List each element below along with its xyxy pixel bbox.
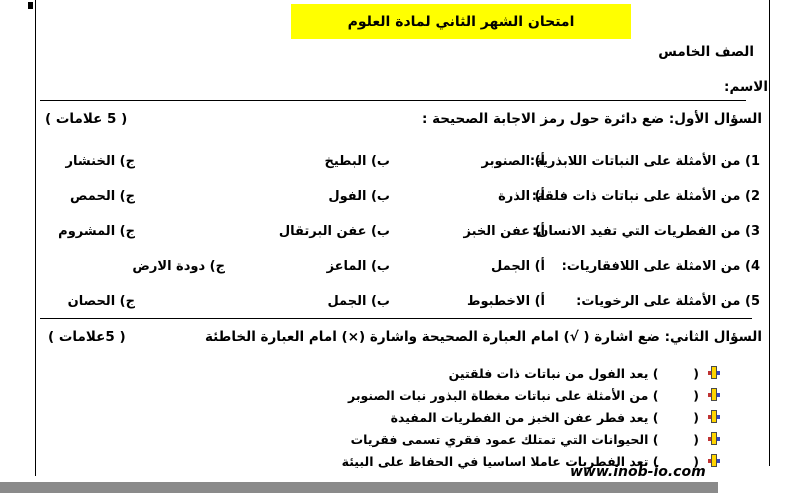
question-text: 1) من الأمثلة على النباتات اللابذرية: xyxy=(529,154,760,169)
section-divider xyxy=(40,318,752,319)
watermark: www.inob-io.com xyxy=(570,464,706,480)
question-text: 2) من الأمثلة على نباتات ذات فلقة: xyxy=(531,189,760,204)
option-b: ب) عفن البرتقال xyxy=(278,224,390,239)
corner-mark xyxy=(28,2,33,9)
question-text: 4) من الامثلة على اللافقاريات: xyxy=(561,259,760,274)
mcq-question-row-1 xyxy=(25,144,760,179)
page-border-right xyxy=(769,0,770,466)
statement-text: ( ) يعد الفول من نباتات ذات فلقتين xyxy=(448,365,699,381)
option-b: ب) البطيخ xyxy=(324,154,390,169)
section1-marks: ( 5 علامات ) xyxy=(45,111,128,127)
option-b: ب) الماعز xyxy=(326,259,390,274)
name-underline xyxy=(40,100,746,101)
statement-row-4 xyxy=(60,428,720,450)
section2-marks: ( 5علامات ) xyxy=(48,329,126,345)
mcq-question-row-4 xyxy=(25,249,760,284)
section2-heading: السؤال الثاني: ضع اشارة ( √) امام العبارة الصحيحة واشارة (×) امام العبارة الخاطئة xyxy=(204,329,762,345)
option-b: ب) الفول xyxy=(328,189,390,204)
statement-text: ( ) يعد فطر عفن الخبز من الفطريات المفيدة xyxy=(390,409,699,425)
statement-row-2 xyxy=(60,384,720,406)
arrow-bullet-icon xyxy=(708,410,720,424)
question-text: 3) من الفطريات التي تفيد الانسان: xyxy=(532,224,760,239)
mcq-question-row-5 xyxy=(25,284,760,319)
name-label: الاسم: xyxy=(724,79,768,95)
statement-text: ( ) تعد الفطريات عاملا اساسيا في الحفاظ على البيئة xyxy=(341,453,699,469)
arrow-bullet-icon xyxy=(708,388,720,402)
option-c: ج) دودة الارض xyxy=(132,259,225,274)
statement-row-3 xyxy=(60,406,720,428)
statement-row-1 xyxy=(60,362,720,384)
statement-list xyxy=(60,362,720,472)
option-b: ب) الجمل xyxy=(327,294,390,309)
question-text: 5) من الأمثلة على الرخويات: xyxy=(576,294,760,309)
arrow-bullet-icon xyxy=(708,432,720,446)
option-c: ج) الحصان xyxy=(67,294,135,309)
page-bottom-edge xyxy=(0,482,718,493)
section1-heading: السؤال الأول: ضع دائرة حول رمز الاجابة الصحيحة : xyxy=(421,111,762,127)
statement-text: ( ) من الأمثلة على نباتات مغطاة البذور نبات الصنوبر xyxy=(348,387,699,403)
option-a: أ) الصنوبر xyxy=(481,154,545,169)
mcq-question-row-2 xyxy=(25,179,760,214)
statement-text: ( ) الحيوانات التي تمتلك عمود فقري تسمى فقريات xyxy=(350,431,699,447)
arrow-bullet-icon xyxy=(708,366,720,380)
option-c: ج) الخنشار xyxy=(65,154,135,169)
grade-label: الصف الخامس xyxy=(658,44,754,60)
option-c: ج) الحمص xyxy=(70,189,135,204)
option-a: أ) الجمل xyxy=(491,259,545,274)
option-a: أ) الاخطبوط xyxy=(466,294,545,309)
option-a: أ) الذرة xyxy=(498,189,545,204)
mcq-list xyxy=(25,144,760,319)
option-a: أ) عفن الخبز xyxy=(463,224,545,239)
mcq-question-row-3 xyxy=(25,214,760,249)
exam-title: امتحان الشهر الثاني لمادة العلوم xyxy=(291,4,631,39)
option-c: ج) المشروم xyxy=(58,224,135,239)
